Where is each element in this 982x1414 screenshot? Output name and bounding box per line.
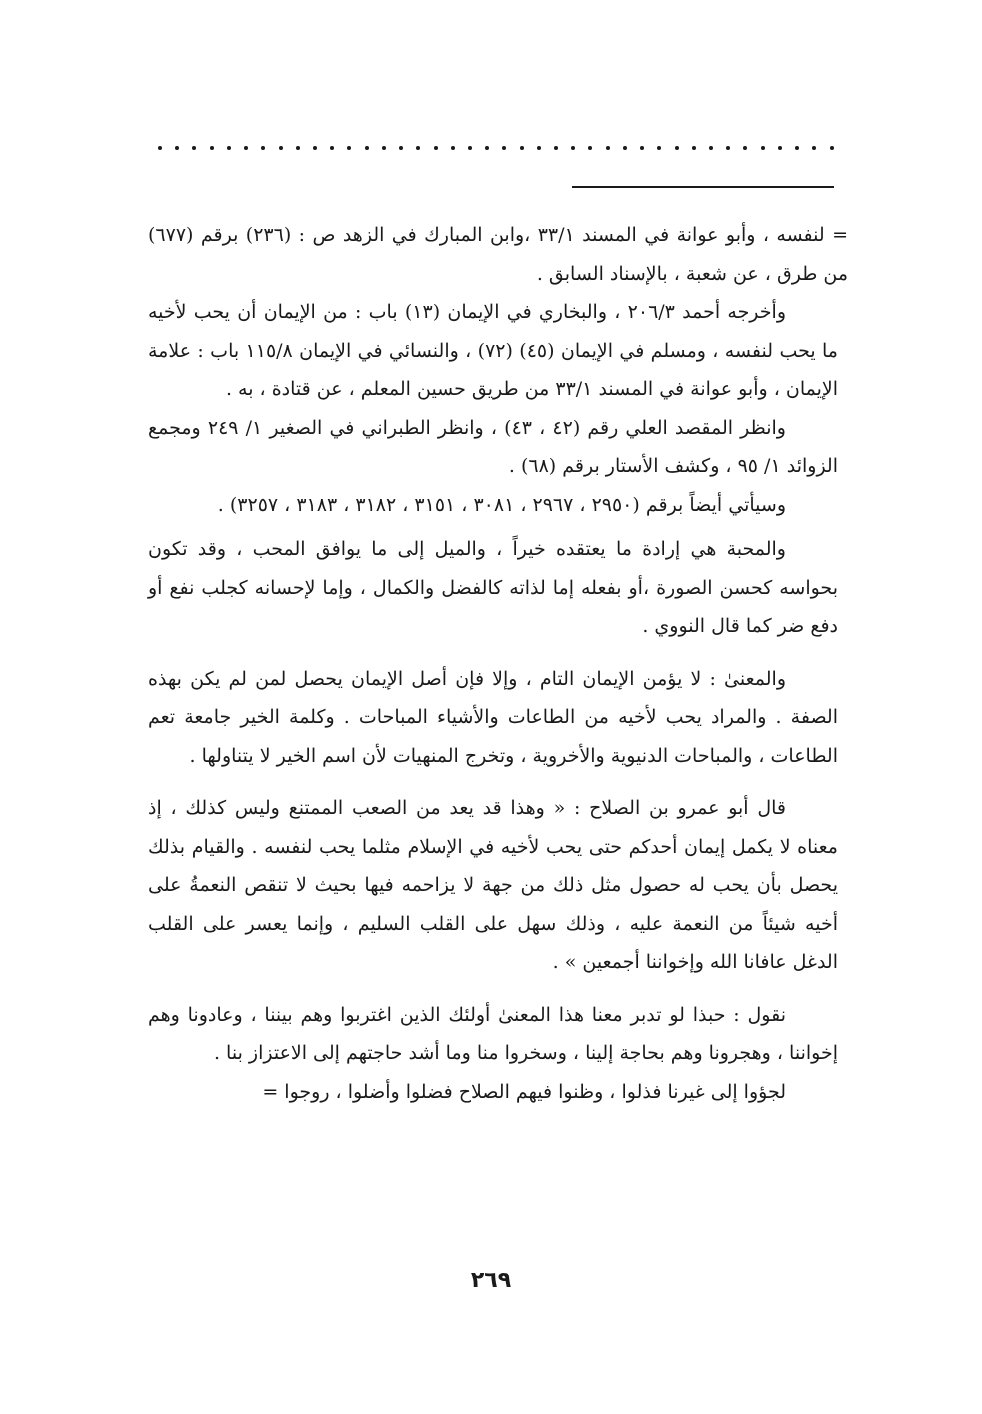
separator-dot bbox=[743, 146, 747, 150]
references-paragraph: وانظر المقصد العلي رقم (٤٢ ، ٤٣) ، وانظر الطبراني في الصغير ١/ ٢٤٩ ومجمع الزوائد ١/ ٩٥ ، وكشف الأستار برقم (٦٨) . bbox=[148, 416, 838, 477]
meaning-paragraph: والمعنىٰ : لا يؤمن الإيمان التام ، وإلا فإن أصل الإيمان يحصل لمن لم يكن بهذه الصفة . والمراد يحب لأخيه من الطاعات والأشياء المباحات . وكلمة الخير جامعة تعم الطاعات ، والمباحات الدنيوية والأخروية ، وتخرج المنهيات لأن اسم الخير لا يتناولها . bbox=[148, 667, 838, 767]
separator-dot bbox=[330, 146, 334, 150]
separator-dot bbox=[434, 146, 438, 150]
separator-dot bbox=[692, 146, 696, 150]
page-number: ٢٦٩ bbox=[470, 1268, 512, 1293]
separator-dot bbox=[623, 146, 627, 150]
separator-dot bbox=[261, 146, 265, 150]
separator-dot bbox=[296, 146, 300, 150]
separator-dot bbox=[227, 146, 231, 150]
separator-dot bbox=[606, 146, 610, 150]
separator-dot bbox=[675, 146, 679, 150]
separator-dot bbox=[778, 146, 782, 150]
footnote-rule bbox=[572, 186, 834, 188]
cross-references-paragraph: وسيأتي أيضاً برقم (٢٩٥٠ ، ٢٩٦٧ ، ٣٠٨١ ، ٣١٥١ ، ٣١٨٢ ، ٣١٨٣ ، ٣٢٥٧) . bbox=[217, 493, 786, 516]
separator-dot bbox=[192, 146, 196, 150]
separator-dot bbox=[709, 146, 713, 150]
separator-dot bbox=[588, 146, 592, 150]
separator-dot bbox=[313, 146, 317, 150]
separator-dot bbox=[347, 146, 351, 150]
separator-dot bbox=[761, 146, 765, 150]
ibn-salah-quote-paragraph: قال أبو عمرو بن الصلاح : « وهذا قد يعد من الصعب الممتنع وليس كذلك ، إذ معناه لا يكمل إيمان أحدكم حتى يحب لأخيه في الإسلام مثلما يحب لنفسه . والقيام بذلك يحصل بأن يحب له حصول مثل ذلك من جهة لا يزاحمه فيها بحيث لا تنقص النعمةُ على أخيه شيئاً من النعمة عليه ، وذلك سهل على القلب السليم ، وإنما يعسر على القلب الدغل عافانا الله وإخواننا أجمعين » . bbox=[148, 797, 838, 973]
separator-dot bbox=[244, 146, 248, 150]
separator-dot bbox=[468, 146, 472, 150]
separator-dot bbox=[726, 146, 730, 150]
closing-paragraph: لجؤوا إلى غيرنا فذلوا ، وظنوا فيهم الصلاح فضلوا وأضلوا ، روجوا = bbox=[262, 1080, 786, 1103]
separator-dot bbox=[175, 146, 179, 150]
separator-dot bbox=[657, 146, 661, 150]
commentary-paragraph: نقول : حبذا لو تدبر معنا هذا المعنىٰ أولئك الذين اغتربوا وهم بيننا ، وعادونا وهم إخواننا ، وهجرونا وهم بحاجة إلينا ، وسخروا منا وما أشد حاجتهم إلى الاعتزاز بنا . bbox=[148, 1003, 838, 1064]
separator-dot bbox=[485, 146, 489, 150]
separator-dot bbox=[416, 146, 420, 150]
separator-dot bbox=[399, 146, 403, 150]
separator-dot bbox=[279, 146, 283, 150]
separator-dot bbox=[537, 146, 541, 150]
separator-dot bbox=[520, 146, 524, 150]
love-definition-paragraph: والمحبة هي إرادة ما يعتقده خيراً ، والميل إلى ما يوافق المحب ، وقد تكون بحواسه كحسن الصورة ،أو بفعله إما لذاته كالفضل والكمال ، وإما لإحسانه كجلب نفع أو دفع ضر كما قال النووي . bbox=[148, 538, 838, 637]
separator-dot bbox=[210, 146, 214, 150]
separator-dot bbox=[451, 146, 455, 150]
separator-dot bbox=[812, 146, 816, 150]
separator-dot bbox=[382, 146, 386, 150]
separator-dot bbox=[571, 146, 575, 150]
dotted-separator bbox=[158, 138, 834, 158]
separator-dot bbox=[158, 146, 162, 150]
footnote-body bbox=[148, 216, 848, 1111]
takhrij-paragraph: وأخرجه أحمد ٢٠٦/٣ ، والبخاري في الإيمان (١٣) باب : من الإيمان أن يحب لأخيه ما يحب لنفسه ، ومسلم في الإيمان (٤٥) (٧٢) ، والنسائي في الإيمان ١١٥/٨ باب : علامة الإيمان ، وأبو عوانة في المسند ٣٣/١ من طريق حسين المعلم ، عن قتادة ، به . bbox=[148, 301, 838, 400]
separator-dot bbox=[554, 146, 558, 150]
separator-dot bbox=[640, 146, 644, 150]
separator-dot bbox=[830, 146, 834, 150]
separator-dot bbox=[795, 146, 799, 150]
footnote-continuation-paragraph: = لنفسه ، وأبو عوانة في المسند ٣٣/١ ،وابن المبارك في الزهد ص : (٢٣٦) برقم (٦٧٧) من طرق ، عن شعبة ، بالإسناد السابق . bbox=[148, 224, 848, 285]
separator-dot bbox=[502, 146, 506, 150]
separator-dot bbox=[365, 146, 369, 150]
